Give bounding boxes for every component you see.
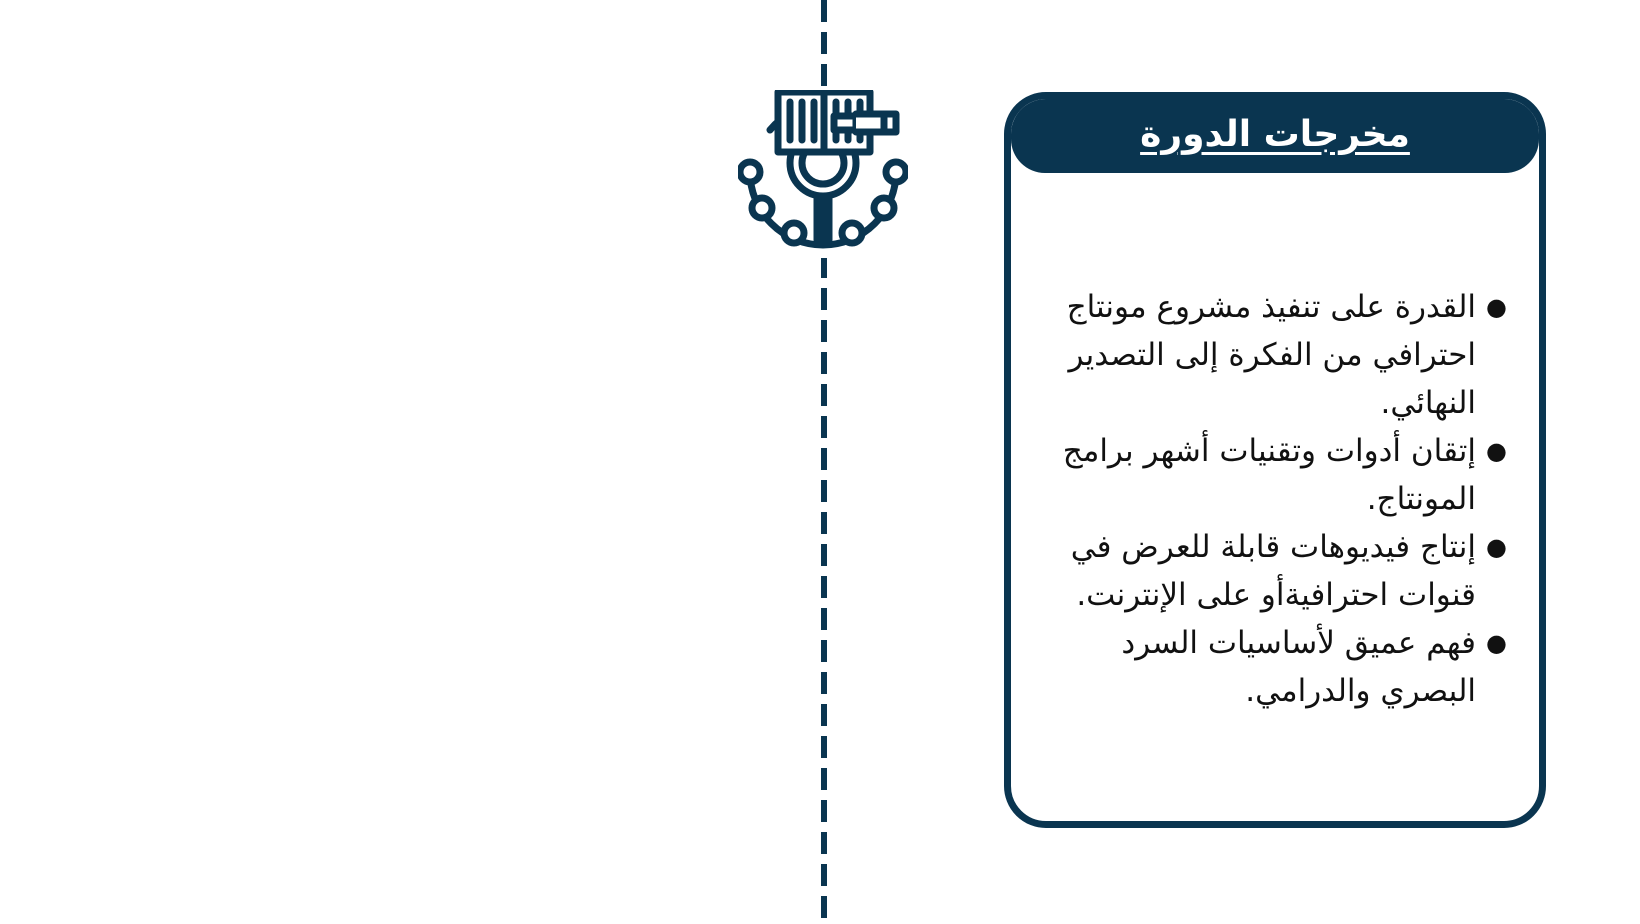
list-item xyxy=(1025,283,1509,427)
card-header xyxy=(1011,99,1539,173)
bullet-icon: ● xyxy=(1486,437,1507,465)
list-item xyxy=(1025,427,1509,523)
list-item xyxy=(1025,523,1509,619)
bullet-icon: ● xyxy=(1486,293,1507,321)
list-item xyxy=(1025,619,1509,715)
outcome-text: إتقان أدوات وتقنيات أشهر برامج المونتاج. xyxy=(1062,433,1476,517)
outcome-text: إنتاج فيديوهات قابلة للعرض في قنوات احترافيةأو على الإنترنت. xyxy=(1070,529,1476,613)
card-title: مخرجات الدورة xyxy=(1140,113,1410,155)
outcome-text: القدرة على تنفيذ مشروع مونتاج احترافي من الفكرة إلى التصدير النهائي. xyxy=(1066,289,1476,421)
bullet-icon: ● xyxy=(1486,629,1507,657)
bullet-icon: ● xyxy=(1486,533,1507,561)
course-outcomes-card xyxy=(1004,92,1546,828)
outcome-text: فهم عميق لأساسيات السرد البصري والدرامي. xyxy=(1121,625,1476,709)
outcomes-list xyxy=(1011,283,1539,715)
book-magnifier-network-icon xyxy=(738,90,908,260)
